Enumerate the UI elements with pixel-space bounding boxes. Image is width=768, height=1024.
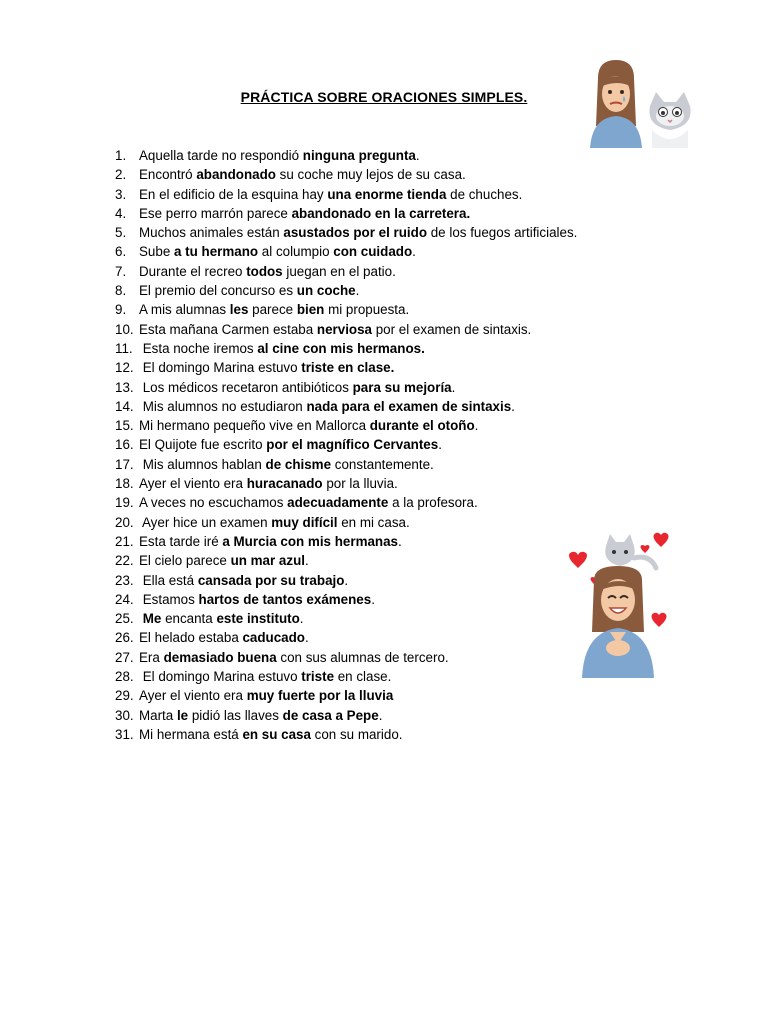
sentence-highlighted-fragment: ninguna pregunta <box>302 148 416 163</box>
sentence-fragment: A mis alumnas <box>139 302 230 318</box>
sentence-highlighted-fragment: les <box>229 302 249 318</box>
sentence-number: 19. <box>115 495 134 511</box>
sentence-number: 28. <box>115 669 134 685</box>
sentence-item <box>115 339 577 358</box>
sad-teacher-cat-illustration <box>584 56 712 148</box>
sentence-item <box>115 204 577 223</box>
sentence-highlighted-fragment: cansada por su trabajo <box>197 572 345 588</box>
sentence-highlighted-fragment: triste <box>301 669 335 685</box>
sentence-number: 14. <box>115 398 134 414</box>
sentence-item <box>115 397 577 416</box>
sentence-highlighted-fragment: nada para el examen de sintaxis <box>306 398 512 414</box>
sentence-item <box>115 706 577 725</box>
sentence-fragment: de chuches. <box>446 186 523 202</box>
sentence-number: 25. <box>115 611 134 627</box>
sentence-number: 7. <box>115 263 127 279</box>
sentence-highlighted-fragment: abandonado en la carretera. <box>291 205 471 221</box>
sentence-fragment: En el edificio de la esquina hay <box>139 186 328 202</box>
sentence-highlighted-fragment: huracanado <box>246 476 323 492</box>
sentence-number: 27. <box>115 649 134 665</box>
sentence-item <box>115 223 577 242</box>
sentence-fragment: . <box>378 707 383 723</box>
sentence-item <box>115 551 577 570</box>
sentence-fragment: Mis alumnos hablan <box>139 456 266 472</box>
sentence-item <box>115 300 577 319</box>
sentence-highlighted-fragment: este instituto <box>216 611 300 627</box>
sentence-fragment: Muchos animales están <box>139 225 284 241</box>
sentence-fragment: . <box>398 533 402 549</box>
sentence-number: 5. <box>115 225 127 241</box>
sentence-number: 12. <box>115 360 134 376</box>
sentence-number: 1. <box>115 148 127 163</box>
sentence-number: 31. <box>115 726 134 742</box>
sentence-fragment: Mis alumnos no estudiaron <box>139 398 307 414</box>
sentence-highlighted-fragment: una enorme tienda <box>327 186 447 202</box>
sentence-fragment: A veces no escuchamos <box>139 495 288 511</box>
sentence-item <box>115 262 577 281</box>
sentence-fragment: Encontró <box>139 167 197 183</box>
sentence-number: 29. <box>115 688 134 704</box>
sentence-item <box>115 281 577 300</box>
sentence-fragment: por el examen de sintaxis. <box>372 321 532 337</box>
sentence-fragment: El cielo parece <box>139 553 231 569</box>
sentence-item <box>115 378 577 397</box>
sentence-highlighted-fragment: de casa a Pepe <box>282 707 379 723</box>
sentence-highlighted-fragment: nerviosa <box>316 321 372 337</box>
sentence-number: 4. <box>115 205 127 221</box>
sentence-fragment: . <box>474 418 479 434</box>
sentence-fragment: juegan en el patio. <box>282 263 396 279</box>
sentence-number: 3. <box>115 186 127 202</box>
sentence-highlighted-fragment: muy fuerte por la lluvia <box>246 688 394 704</box>
sentence-fragment: Ayer el viento era <box>139 476 247 492</box>
sentence-item <box>115 146 577 165</box>
sentence-fragment: . <box>371 591 375 607</box>
sentence-number: 23. <box>115 572 134 588</box>
sentence-highlighted-fragment: adecuadamente <box>287 495 389 511</box>
sentence-item <box>115 571 577 590</box>
sentence-highlighted-fragment: un coche <box>296 283 356 299</box>
sentence-highlighted-fragment: a Murcia con mis hermanas <box>222 533 398 549</box>
sentence-fragment: . <box>438 437 442 453</box>
sentence-highlighted-fragment: caducado <box>242 630 305 646</box>
sentence-highlighted-fragment: para su mejoría <box>352 379 452 395</box>
sentence-item <box>115 667 577 686</box>
sentence-number: 16. <box>115 437 134 453</box>
sentence-item <box>115 474 577 493</box>
sentence-fragment: . <box>412 244 416 260</box>
sentence-fragment: Estamos <box>139 591 199 607</box>
sentence-number: 21. <box>115 533 134 549</box>
sentence-fragment: en mi casa. <box>337 514 410 530</box>
sentence-number: 24. <box>115 591 134 607</box>
sentence-item <box>115 590 577 609</box>
sentence-fragment: . <box>511 398 515 414</box>
sentence-highlighted-fragment: un mar azul <box>230 553 305 569</box>
sentence-fragment: a la profesora. <box>388 495 478 511</box>
sentence-fragment: Era <box>139 649 164 665</box>
sentence-number: 9. <box>115 302 127 318</box>
sentence-item <box>115 513 577 532</box>
sentence-fragment: Ayer hice un examen <box>139 514 272 530</box>
sentence-item <box>115 628 577 647</box>
sentence-number: 8. <box>115 283 127 299</box>
sentence-fragment: . <box>304 553 309 569</box>
sentence-fragment: Mi hermana está <box>139 726 243 742</box>
sentence-highlighted-fragment: asustados por el ruido <box>283 225 428 241</box>
sentence-fragment: con su marido. <box>310 726 403 742</box>
sentence-fragment: . <box>415 148 420 163</box>
sentence-highlighted-fragment: triste en clase. <box>301 360 395 376</box>
sentence-number: 20. <box>115 514 134 530</box>
sentence-fragment: parece <box>248 302 297 318</box>
sentence-fragment: encanta <box>161 611 217 627</box>
sentence-item <box>115 725 577 744</box>
sentence-highlighted-fragment: por el magnífico Cervantes <box>266 437 439 453</box>
sentence-highlighted-fragment: al cine con mis hermanos. <box>257 340 425 356</box>
sentence-fragment: Durante el recreo <box>139 263 247 279</box>
sentence-list <box>115 146 577 744</box>
sentence-number: 26. <box>115 630 134 646</box>
sentence-fragment: Esta tarde iré <box>139 533 223 549</box>
sentence-fragment: Sube <box>139 244 174 260</box>
sentence-fragment: Ayer el viento era <box>139 688 247 704</box>
sentence-number: 15. <box>115 418 134 434</box>
sentence-item <box>115 493 577 512</box>
sentence-fragment: Mi hermano pequeño vive en Mallorca <box>139 418 370 434</box>
sentence-highlighted-fragment: a tu hermano <box>174 244 259 260</box>
sentence-highlighted-fragment: abandonado <box>196 167 276 183</box>
sentence-fragment: Esta mañana Carmen estaba <box>139 321 317 337</box>
sentence-fragment: Aquella tarde no respondió <box>139 148 303 163</box>
sentence-item <box>115 242 577 261</box>
sentence-fragment: El domingo Marina estuvo <box>139 360 302 376</box>
sentence-fragment: pidió las llaves <box>188 707 283 723</box>
sentence-item <box>115 532 577 551</box>
sentence-fragment: Ella está <box>139 572 198 588</box>
sentence-fragment: . <box>344 572 349 588</box>
sentence-fragment: con sus alumnas de tercero. <box>276 649 449 665</box>
sentence-number: 6. <box>115 244 127 260</box>
sentence-fragment: de los fuegos artificiales. <box>427 225 578 241</box>
sentence-number: 30. <box>115 707 134 723</box>
sentence-item <box>115 185 577 204</box>
sentence-highlighted-fragment: durante el otoño <box>369 418 475 434</box>
sentence-highlighted-fragment: todos <box>246 263 283 279</box>
sentence-fragment: . <box>355 283 360 299</box>
sentence-fragment: El premio del concurso es <box>139 283 297 299</box>
sentence-fragment: Esta noche iremos <box>139 340 258 356</box>
sentence-highlighted-fragment: en su casa <box>242 726 311 742</box>
sentence-highlighted-fragment: Me <box>142 611 162 627</box>
sentence-number: 18. <box>115 476 134 492</box>
sentence-fragment: El domingo Marina estuvo <box>139 669 302 685</box>
sentence-item <box>115 609 577 628</box>
sentence-fragment: Marta <box>139 707 177 723</box>
sentence-highlighted-fragment: demasiado buena <box>163 649 277 665</box>
sentence-number: 2. <box>115 167 127 183</box>
sentence-fragment: mi propuesta. <box>324 302 410 318</box>
sentence-fragment: al columpio <box>258 244 334 260</box>
sentence-highlighted-fragment: muy difícil <box>271 514 338 530</box>
sentence-item <box>115 648 577 667</box>
sentence-item <box>115 455 577 474</box>
sentence-fragment: por la lluvia. <box>322 476 398 492</box>
sentence-highlighted-fragment: de chisme <box>265 456 332 472</box>
sentence-number: 11. <box>115 340 133 356</box>
sentence-item <box>115 435 577 454</box>
sentence-fragment: . <box>451 379 456 395</box>
sentence-highlighted-fragment: con cuidado <box>333 244 413 260</box>
sentence-number: 10. <box>115 321 134 337</box>
sentence-fragment: Los médicos recetaron antibióticos <box>139 379 353 395</box>
sentence-highlighted-fragment: le <box>176 707 189 723</box>
sentence-fragment: . <box>299 611 304 627</box>
sentence-fragment: constantemente. <box>331 456 434 472</box>
sentence-highlighted-fragment: bien <box>296 302 325 318</box>
sentence-item <box>115 416 577 435</box>
sentence-highlighted-fragment: hartos de tantos exámenes <box>198 591 372 607</box>
sentence-fragment: El helado estaba <box>139 630 243 646</box>
sentence-number: 22. <box>115 553 134 569</box>
sentence-item <box>115 686 577 705</box>
sentence-number: 17. <box>115 456 134 472</box>
sentence-fragment: en clase. <box>334 669 392 685</box>
sentence-fragment: su coche muy lejos de su casa. <box>275 167 466 183</box>
sentence-item <box>115 320 577 339</box>
sentence-fragment: Ese perro marrón parece <box>139 205 292 221</box>
sentence-fragment: . <box>305 630 309 646</box>
page-title: PRÁCTICA SOBRE ORACIONES SIMPLES. <box>240 89 528 105</box>
sentence-item <box>115 358 577 377</box>
sentence-fragment: El Quijote fue escrito <box>139 437 267 453</box>
sentence-number: 13. <box>115 379 134 395</box>
sentence-item <box>115 165 577 184</box>
